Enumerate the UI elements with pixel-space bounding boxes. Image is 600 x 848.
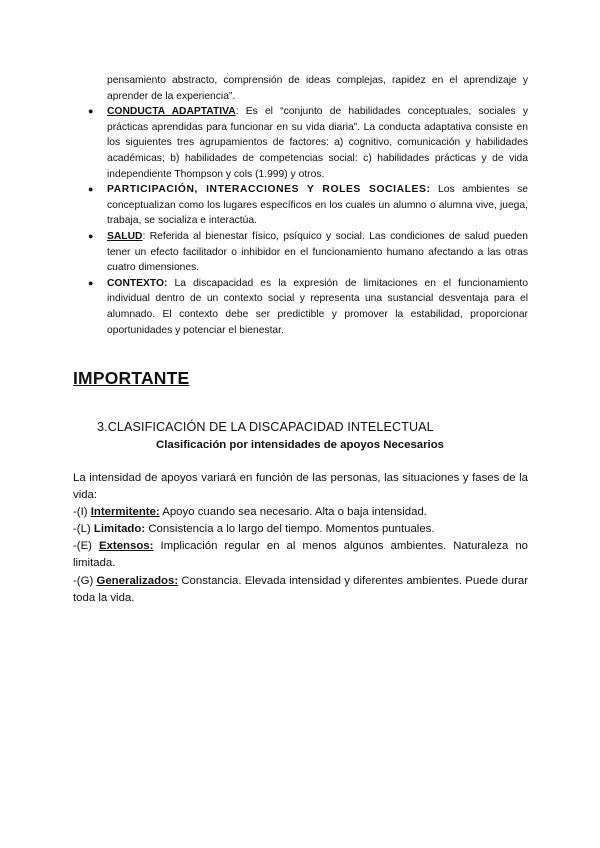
- level-prefix: -(I): [73, 506, 91, 519]
- item-term: CONDUCTA ADAPTATIVA: [107, 106, 236, 118]
- level-text: Consistencia a lo largo del tiempo. Momentos puntuales.: [145, 523, 435, 536]
- item-text: La discapacidad es la expresión de limitaciones en el funcionamiento individual dentro de un contexto social y representa una sustancial desventaja para el alumnado. El contexto debe ser predictible y promover la estabilidad, proporcionar oportunidades y potenciar el bienestar.: [107, 277, 528, 336]
- bullet-icon: ●: [88, 230, 94, 241]
- item-text: : Es el “conjunto de habilidades conceptuales, sociales y prácticas aprendidas para funcionar en su vida diaria”. La conducta adaptativa consiste en los siguientes tres agrupamientos de factores: a) cognitivo, comunicación y habilidades académicas; b) habilidades de competencias social: c) habilidades prácticas y de vida independiente Thompson y cols (1.999) y otros.: [107, 106, 528, 180]
- support-level: [73, 504, 528, 521]
- level-text: Implicación regular en al menos algunos ambientes. Naturaleza no limitada.: [73, 540, 528, 570]
- support-level: [73, 538, 528, 572]
- level-term: Intermitente:: [90, 506, 160, 519]
- level-prefix: -(L): [73, 523, 94, 536]
- level-text: Apoyo cuando sea necesario. Alta o baja intensidad.: [159, 506, 427, 519]
- item-term: SALUD: [107, 230, 143, 242]
- list-item: [88, 229, 528, 276]
- level-text: Constancia. Elevada intensidad y diferentes ambientes. Puede durar toda la vida.: [73, 574, 529, 604]
- level-term: Extensos:: [98, 540, 154, 553]
- item-term: PARTICIPACIÓN, INTERACCIONES Y ROLES SOCIALES:: [107, 184, 431, 196]
- item-text: : Referida al bienestar físico, psíquico y social. Las condiciones de salud pueden tener un efecto facilitador o inhibidor en el funcionamiento humano afectando a las otras cuatro dimensiones.: [107, 230, 528, 274]
- item-term: CONTEXTO:: [107, 277, 168, 289]
- bullet-icon: ●: [88, 106, 94, 117]
- list-item: [88, 104, 528, 182]
- subtitle-text: Clasificación por intensidades de apoyos Necesarios: [155, 439, 445, 451]
- bullet-icon: ●: [88, 184, 94, 195]
- intro-paragraph: La intensidad de apoyos variará en función de las personas, las situaciones y fases de la vida:: [73, 472, 528, 502]
- item-text: Los ambientes se conceptualizan como los lugares específicos en los cuales un alumno o alumna vive, juega, trabaja, se socializa e interactúa.: [107, 184, 528, 227]
- support-level: [73, 573, 528, 607]
- important-heading: IMPORTANTE: [73, 368, 190, 388]
- continuation-text: pensamiento abstracto, comprensión de ideas complejas, rapidez en el aprendizaje y aprender de la experiencia”.: [107, 75, 528, 102]
- bullet-icon: ●: [88, 277, 94, 288]
- section-title: 3.CLASIFICACIÓN DE LA DISCAPACIDAD INTELECTUAL: [97, 420, 434, 434]
- level-term: Limitado:: [93, 523, 146, 536]
- level-prefix: -(E): [73, 540, 99, 553]
- level-prefix: -(G): [73, 574, 97, 587]
- list-item: [88, 182, 528, 229]
- section-subtitle: [0, 439, 600, 451]
- support-level: [73, 521, 528, 538]
- list-item: [88, 276, 528, 338]
- level-term: Generalizados:: [96, 574, 179, 587]
- dimensions-list: [88, 73, 528, 338]
- support-levels-text: [73, 470, 528, 607]
